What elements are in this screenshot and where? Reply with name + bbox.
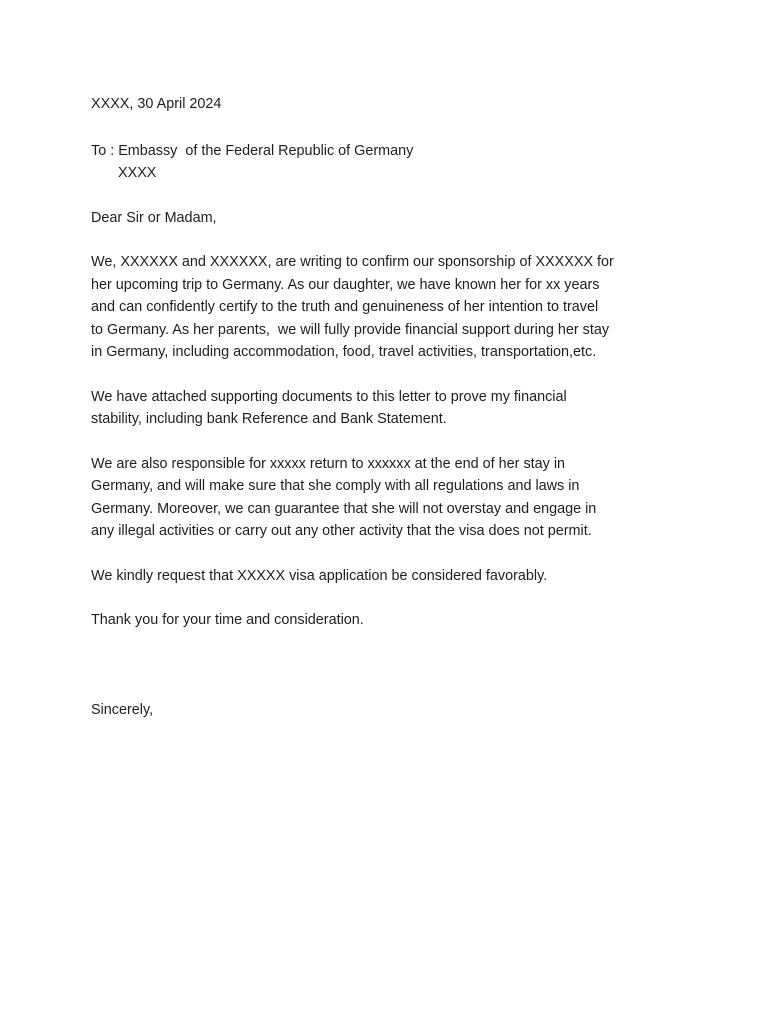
paragraph-line: Germany. Moreover, we can guarantee that she will not overstay and engage in (91, 500, 597, 517)
paragraph-line: Thank you for your time and consideration. (91, 612, 364, 628)
paragraph-responsibility (91, 453, 691, 543)
date-line: XXXX, 30 April 2024 (91, 96, 222, 112)
paragraph-line: We, XXXXXX and XXXXXX, are writing to confirm our sponsorship of XXXXXX for (91, 254, 614, 270)
recipient-block (91, 140, 691, 185)
paragraph-line: stability, including bank Reference and Bank Statement. (91, 411, 447, 427)
paragraph-line: We have attached supporting documents to this letter to prove my financial (91, 388, 567, 405)
closing: Sincerely, (91, 701, 154, 718)
paragraph-line: her upcoming trip to Germany. As our daughter, we have known her for xx years (91, 276, 600, 293)
paragraph-line: We kindly request that XXXXX visa application be considered favorably. (91, 567, 548, 584)
paragraph-sponsorship (91, 251, 691, 364)
paragraph-line: in Germany, including accommodation, food, travel activities, transportation,etc. (91, 344, 597, 360)
paragraph-line: Germany, and will make sure that she comply with all regulations and laws in (91, 478, 580, 494)
paragraph-request (91, 565, 691, 588)
paragraph-line: and can confidently certify to the truth and genuineness of her intention to travel (91, 299, 599, 315)
recipient-location: XXXX (118, 165, 157, 181)
paragraph-thanks (91, 609, 691, 632)
paragraph-line: We are also responsible for xxxxx return to xxxxxx at the end of her stay in (91, 455, 566, 472)
salutation: Dear Sir or Madam, (91, 209, 217, 226)
recipient-line: To : Embassy of the Federal Republic of Germany (91, 142, 414, 159)
letter-body (91, 93, 691, 721)
paragraph-line: any illegal activities or carry out any other activity that the visa does not permit. (91, 523, 592, 539)
paragraph-line: to Germany. As her parents, we will fully provide financial support during her stay (91, 321, 610, 338)
paragraph-documents (91, 386, 691, 431)
